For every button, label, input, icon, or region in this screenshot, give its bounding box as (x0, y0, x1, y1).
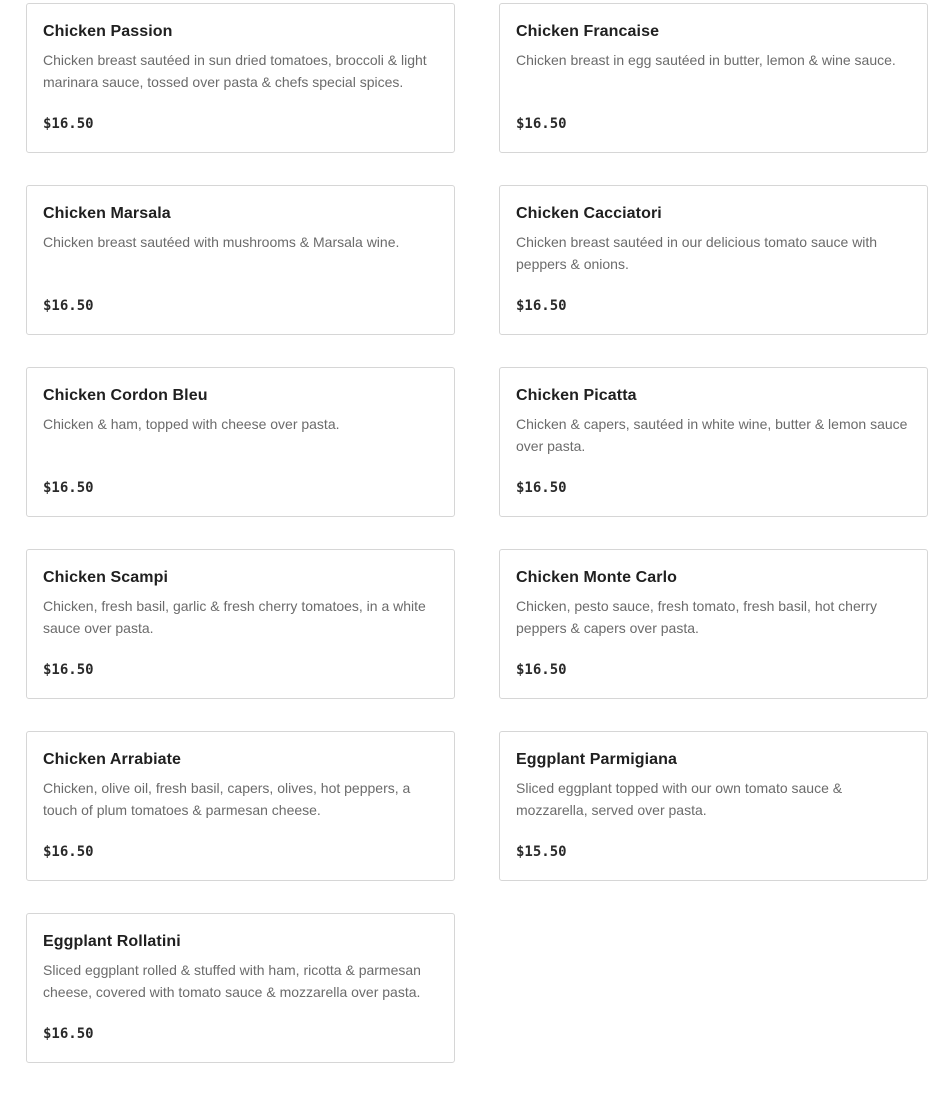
menu-item-name: Chicken Scampi (43, 569, 169, 586)
menu-item-description: Chicken breast sautéed with mushrooms & Marsala wine. (43, 234, 400, 250)
menu-item-card[interactable] (26, 913, 455, 1063)
menu-item-card[interactable] (26, 367, 455, 517)
menu-item-price: $16.50 (516, 480, 567, 496)
menu-item-description: Sliced eggplant topped with our own tomato sauce & mozzarella, served over pasta. (516, 780, 843, 818)
menu-item-price: $16.50 (43, 844, 94, 860)
menu-item-price: $16.50 (516, 116, 567, 132)
menu-item-name: Chicken Marsala (43, 205, 171, 222)
menu-item-price: $16.50 (516, 298, 567, 314)
menu-item-card[interactable] (499, 731, 928, 881)
menu-item-description: Chicken breast sautéed in our delicious tomato sauce with peppers & onions. (516, 234, 878, 272)
menu-item-card[interactable] (26, 185, 455, 335)
menu-item-price: $15.50 (516, 844, 567, 860)
menu-item-card[interactable] (499, 3, 928, 153)
menu-item-description: Chicken breast sautéed in sun dried tomatoes, broccoli & light marinara sauce, tossed over pasta & chefs special spices. (43, 52, 427, 90)
menu-item-card[interactable] (26, 731, 455, 881)
menu-item-description: Chicken & capers, sautéed in white wine, butter & lemon sauce over pasta. (516, 416, 908, 454)
menu-item-price: $16.50 (43, 116, 94, 132)
menu-item-name: Chicken Francaise (516, 23, 660, 40)
menu-item-description: Sliced eggplant rolled & stuffed with ham, ricotta & parmesan cheese, covered with tomato sauce & mozzarella over pasta. (43, 962, 421, 1000)
menu-item-name: Chicken Passion (43, 23, 173, 40)
menu-item-card[interactable] (26, 549, 455, 699)
menu-item-price: $16.50 (43, 662, 94, 678)
menu-item-description: Chicken & ham, topped with cheese over pasta. (43, 416, 340, 432)
menu-item-description: Chicken breast in egg sautéed in butter, lemon & wine sauce. (516, 52, 896, 68)
menu-item-description: Chicken, olive oil, fresh basil, capers, olives, hot peppers, a touch of plum tomatoes & parmesan cheese. (43, 780, 411, 818)
menu-item-price: $16.50 (43, 480, 94, 496)
menu-item-price: $16.50 (516, 662, 567, 678)
menu-item-name: Chicken Cordon Bleu (43, 387, 208, 404)
menu-item-description: Chicken, fresh basil, garlic & fresh cherry tomatoes, in a white sauce over pasta. (43, 598, 426, 636)
menu-item-description: Chicken, pesto sauce, fresh tomato, fresh basil, hot cherry peppers & capers over pasta. (516, 598, 878, 636)
menu-item-name: Chicken Picatta (516, 387, 637, 404)
menu-item-name: Chicken Monte Carlo (516, 569, 678, 586)
menu-item-name: Eggplant Parmigiana (516, 751, 678, 768)
menu-item-price: $16.50 (43, 298, 94, 314)
menu-item-name: Eggplant Rollatini (43, 933, 181, 950)
menu-item-card[interactable] (499, 367, 928, 517)
menu-item-card[interactable] (499, 549, 928, 699)
menu-item-price: $16.50 (43, 1026, 94, 1042)
menu-item-card[interactable] (26, 3, 455, 153)
menu-item-card[interactable] (499, 185, 928, 335)
menu-item-name: Chicken Cacciatori (516, 205, 662, 222)
menu-item-name: Chicken Arrabiate (43, 751, 182, 768)
